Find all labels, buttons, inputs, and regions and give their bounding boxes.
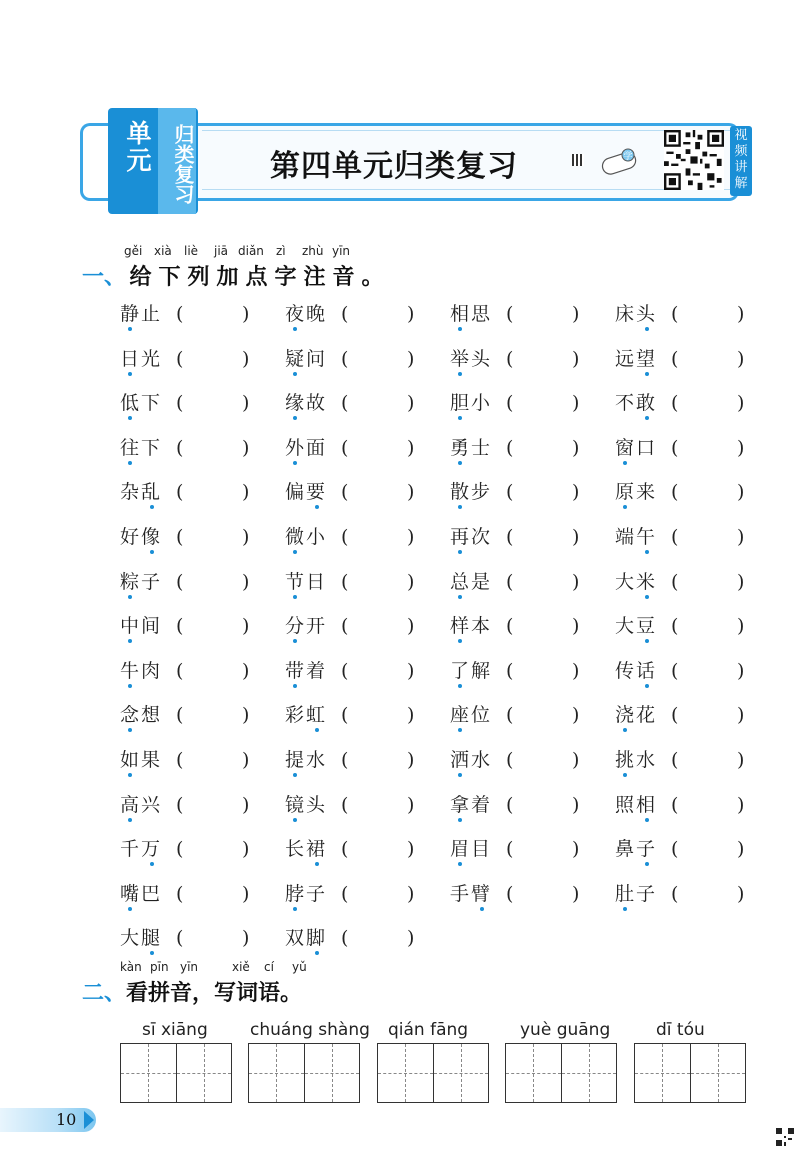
answer-paren-open: ( — [176, 392, 184, 415]
heading-char: 。 — [361, 265, 384, 290]
word-text: 分开 — [285, 615, 328, 638]
word-text: 床头 — [615, 303, 658, 325]
answer-paren-close: ) — [242, 749, 250, 771]
answer-paren-open: ( — [506, 704, 514, 727]
answer-paren-open: ( — [506, 481, 514, 504]
answer-paren-close: ) — [407, 526, 415, 548]
review-label: 归类复习 — [158, 108, 196, 214]
emphasis-dot-icon — [128, 327, 132, 331]
emphasis-dot-icon — [458, 461, 462, 465]
answer-paren-close: ) — [242, 659, 250, 682]
pinyin-syllable: yīn — [180, 960, 199, 974]
answer-paren-open: ( — [506, 615, 514, 638]
answer-paren-close: ) — [737, 436, 745, 459]
answer-paren-close: ) — [242, 526, 250, 548]
emphasis-dot-icon — [458, 505, 462, 509]
answer-paren-close: ) — [572, 659, 580, 682]
answer-paren-close: ) — [737, 347, 745, 370]
chevron-right-icon — [84, 1111, 94, 1129]
emphasis-dot-icon — [150, 951, 154, 955]
word-text: 大腿 — [120, 927, 163, 950]
emphasis-dot-icon — [645, 684, 649, 688]
answer-paren-close: ) — [407, 882, 415, 905]
writing-box[interactable] — [248, 1043, 360, 1103]
answer-paren-open: ( — [671, 793, 679, 816]
word-text: 远望 — [615, 347, 658, 370]
word-text: 低下 — [120, 392, 163, 415]
answer-paren-open: ( — [671, 749, 679, 771]
answer-paren-open: ( — [176, 570, 184, 593]
word-text: 窗口 — [615, 436, 658, 459]
answer-paren-close: ) — [572, 882, 580, 905]
word-text: 镜头 — [285, 793, 328, 816]
answer-paren-open: ( — [341, 882, 349, 905]
word-text: 勇士 — [450, 436, 493, 459]
answer-paren-close: ) — [572, 704, 580, 727]
answer-paren-close: ) — [407, 659, 415, 682]
answer-paren-open: ( — [341, 347, 349, 370]
answer-paren-close: ) — [407, 436, 415, 459]
answer-paren-open: ( — [671, 481, 679, 504]
answer-paren-close: ) — [242, 838, 250, 861]
emphasis-dot-icon — [315, 862, 319, 866]
pinyin-syllable: jiā — [214, 244, 229, 258]
answer-paren-open: ( — [176, 526, 184, 548]
word-text: 样本 — [450, 615, 493, 638]
video-explain-label[interactable]: 视频讲解 — [730, 126, 752, 196]
writing-box[interactable] — [120, 1043, 232, 1103]
emphasis-dot-icon — [623, 728, 627, 732]
answer-paren-close: ) — [242, 615, 250, 638]
answer-paren-open: ( — [506, 436, 514, 459]
emphasis-dot-icon — [293, 639, 297, 643]
answer-paren-close: ) — [242, 436, 250, 459]
pinyin-syllable: xiě — [232, 960, 250, 974]
page-number-band — [0, 1108, 96, 1132]
emphasis-dot-icon — [293, 461, 297, 465]
emphasis-dot-icon — [645, 416, 649, 420]
word-text: 彩虹 — [285, 704, 328, 727]
answer-paren-open: ( — [176, 347, 184, 370]
emphasis-dot-icon — [128, 728, 132, 732]
word-text: 往下 — [120, 436, 163, 459]
word-text: 微小 — [285, 526, 328, 548]
answer-paren-close: ) — [737, 303, 745, 325]
heading-char: 列 — [187, 265, 210, 290]
pinyin-syllable: kàn — [120, 960, 142, 974]
answer-paren-close: ) — [737, 570, 745, 593]
emphasis-dot-icon — [623, 461, 627, 465]
answer-paren-close: ) — [242, 570, 250, 593]
answer-paren-open: ( — [341, 793, 349, 816]
word-text: 挑水 — [615, 749, 658, 771]
answer-paren-open: ( — [506, 526, 514, 548]
pinyin-syllable: diǎn — [238, 244, 264, 258]
section2-number: 二、 — [82, 981, 127, 1006]
answer-paren-close: ) — [407, 704, 415, 727]
emphasis-dot-icon — [293, 372, 297, 376]
emphasis-dot-icon — [128, 773, 132, 777]
answer-paren-close: ) — [242, 704, 250, 727]
emphasis-dot-icon — [128, 684, 132, 688]
emphasis-dot-icon — [128, 818, 132, 822]
answer-paren-close: ) — [737, 704, 745, 727]
answer-paren-close: ) — [572, 749, 580, 771]
answer-paren-close: ) — [242, 303, 250, 325]
answer-paren-open: ( — [671, 838, 679, 861]
answer-paren-close: ) — [572, 303, 580, 325]
word-text: 粽子 — [120, 570, 163, 593]
answer-paren-open: ( — [176, 882, 184, 905]
word-text: 端午 — [615, 526, 658, 548]
pinyin-syllable: liè — [184, 244, 199, 258]
answer-paren-close: ) — [407, 303, 415, 325]
corner-qr-icon — [776, 1128, 794, 1146]
emphasis-dot-icon — [458, 818, 462, 822]
word-text: 总是 — [450, 570, 493, 593]
answer-paren-open: ( — [341, 927, 349, 950]
answer-paren-open: ( — [671, 526, 679, 548]
answer-paren-close: ) — [737, 615, 745, 638]
word-text: 大米 — [615, 570, 658, 593]
writing-box[interactable] — [377, 1043, 489, 1103]
answer-paren-open: ( — [671, 347, 679, 370]
word-text: 大豆 — [615, 615, 658, 638]
emphasis-dot-icon — [623, 907, 627, 911]
word-text: 照相 — [615, 793, 658, 816]
answer-paren-close: ) — [737, 481, 745, 504]
answer-paren-close: ) — [242, 481, 250, 504]
answer-paren-open: ( — [671, 659, 679, 682]
emphasis-dot-icon — [458, 416, 462, 420]
answer-paren-open: ( — [506, 659, 514, 682]
section2-heading — [82, 976, 302, 1007]
answer-paren-open: ( — [671, 436, 679, 459]
answer-paren-close: ) — [407, 793, 415, 816]
word-text: 胆小 — [450, 392, 493, 415]
section2-pinyin — [120, 960, 340, 976]
answer-paren-open: ( — [176, 749, 184, 771]
answer-paren-open: ( — [341, 526, 349, 548]
small-qr-icon — [572, 154, 584, 166]
answer-paren-close: ) — [407, 481, 415, 504]
word-text: 日光 — [120, 347, 163, 370]
emphasis-dot-icon — [128, 639, 132, 643]
word-text: 传话 — [615, 659, 658, 682]
answer-paren-close: ) — [242, 392, 250, 415]
emphasis-dot-icon — [645, 550, 649, 554]
emphasis-dot-icon — [645, 862, 649, 866]
answer-paren-open: ( — [341, 570, 349, 593]
emphasis-dot-icon — [128, 461, 132, 465]
pinyin-syllable: zì — [276, 244, 286, 258]
word-text: 杂乱 — [120, 481, 163, 504]
section1-heading — [82, 260, 387, 291]
answer-paren-open: ( — [506, 749, 514, 771]
answer-paren-close: ) — [572, 838, 580, 861]
emphasis-dot-icon — [293, 327, 297, 331]
word-text: 牛肉 — [120, 659, 163, 682]
answer-paren-close: ) — [572, 392, 580, 415]
answer-paren-close: ) — [242, 927, 250, 950]
box-pinyin-label: yuè guāng — [520, 1020, 611, 1040]
word-text: 中间 — [120, 615, 163, 638]
emphasis-dot-icon — [458, 595, 462, 599]
answer-paren-open: ( — [341, 749, 349, 771]
word-text: 带着 — [285, 659, 328, 682]
answer-paren-open: ( — [671, 882, 679, 905]
answer-paren-open: ( — [506, 347, 514, 370]
answer-paren-close: ) — [242, 882, 250, 905]
emphasis-dot-icon — [458, 639, 462, 643]
emphasis-dot-icon — [315, 728, 319, 732]
section1-pinyin — [120, 244, 420, 260]
emphasis-dot-icon — [645, 372, 649, 376]
emphasis-dot-icon — [293, 416, 297, 420]
answer-paren-close: ) — [572, 526, 580, 548]
answer-paren-close: ) — [737, 749, 745, 771]
word-text: 座位 — [450, 704, 493, 727]
pinyin-syllable: yǔ — [292, 960, 307, 974]
emphasis-dot-icon — [645, 327, 649, 331]
emphasis-dot-icon — [150, 862, 154, 866]
word-text: 举头 — [450, 347, 493, 370]
word-text: 鼻子 — [615, 838, 658, 861]
answer-paren-close: ) — [737, 882, 745, 905]
qr-code-icon[interactable] — [664, 130, 724, 190]
heading-char: 点 — [245, 265, 268, 290]
emphasis-dot-icon — [645, 595, 649, 599]
word-text: 洒水 — [450, 749, 493, 771]
word-text: 疑问 — [285, 347, 328, 370]
answer-paren-open: ( — [341, 838, 349, 861]
answer-paren-open: ( — [671, 570, 679, 593]
emphasis-dot-icon — [645, 818, 649, 822]
answer-paren-open: ( — [176, 436, 184, 459]
emphasis-dot-icon — [458, 728, 462, 732]
answer-paren-close: ) — [737, 793, 745, 816]
section2-text: 看拼音，写词语。 — [126, 981, 303, 1006]
emphasis-dot-icon — [128, 416, 132, 420]
emphasis-dot-icon — [458, 550, 462, 554]
answer-paren-open: ( — [176, 927, 184, 950]
box-pinyin-label: sī xiāng — [142, 1020, 208, 1040]
emphasis-dot-icon — [458, 684, 462, 688]
answer-paren-close: ) — [407, 749, 415, 771]
answer-paren-open: ( — [341, 436, 349, 459]
word-text: 脖子 — [285, 882, 328, 905]
answer-paren-close: ) — [572, 481, 580, 504]
word-text: 拿着 — [450, 793, 493, 816]
answer-paren-close: ) — [407, 615, 415, 638]
word-text: 浇花 — [615, 704, 658, 727]
answer-paren-close: ) — [572, 793, 580, 816]
word-text: 静止 — [120, 303, 163, 325]
answer-paren-open: ( — [341, 615, 349, 638]
emphasis-dot-icon — [150, 550, 154, 554]
answer-paren-open: ( — [341, 303, 349, 325]
heading-char: 注 — [303, 265, 326, 290]
answer-paren-open: ( — [341, 392, 349, 415]
emphasis-dot-icon — [293, 550, 297, 554]
answer-paren-close: ) — [737, 659, 745, 682]
scroll-icon — [598, 143, 642, 181]
emphasis-dot-icon — [315, 505, 319, 509]
pinyin-syllable: cí — [264, 960, 274, 974]
word-text: 如果 — [120, 749, 163, 771]
box-pinyin-label: chuáng shàng — [250, 1020, 370, 1040]
box-pinyin-label: qián fāng — [388, 1020, 469, 1040]
word-text: 散步 — [450, 481, 493, 504]
pinyin-syllable: pīn — [150, 960, 169, 974]
answer-paren-open: ( — [671, 303, 679, 325]
heading-char: 字 — [274, 265, 297, 290]
answer-paren-close: ) — [737, 526, 745, 548]
word-text: 手臂 — [450, 882, 493, 905]
word-text: 缘故 — [285, 392, 328, 415]
word-text: 节日 — [285, 570, 328, 593]
emphasis-dot-icon — [458, 372, 462, 376]
emphasis-dot-icon — [128, 595, 132, 599]
writing-box[interactable] — [505, 1043, 617, 1103]
word-text: 了解 — [450, 659, 493, 682]
answer-paren-close: ) — [572, 570, 580, 593]
word-text: 再次 — [450, 526, 493, 548]
emphasis-dot-icon — [315, 951, 319, 955]
answer-paren-close: ) — [242, 793, 250, 816]
answer-paren-close: ) — [572, 615, 580, 638]
word-text: 相思 — [450, 303, 493, 325]
pinyin-syllable: xià — [154, 244, 172, 258]
answer-paren-close: ) — [572, 347, 580, 370]
answer-paren-close: ) — [407, 838, 415, 861]
page-title: 第四单元归类复习 — [270, 149, 518, 184]
emphasis-dot-icon — [458, 773, 462, 777]
answer-paren-close: ) — [572, 436, 580, 459]
emphasis-dot-icon — [623, 773, 627, 777]
answer-paren-open: ( — [506, 570, 514, 593]
answer-paren-open: ( — [176, 793, 184, 816]
answer-paren-close: ) — [407, 570, 415, 593]
answer-paren-open: ( — [176, 481, 184, 504]
word-text: 眉目 — [450, 838, 493, 861]
section1-number: 一、 — [82, 265, 127, 290]
banner-left-frame — [80, 123, 111, 201]
answer-paren-open: ( — [341, 659, 349, 682]
answer-paren-open: ( — [506, 838, 514, 861]
answer-paren-open: ( — [506, 793, 514, 816]
word-text: 原来 — [615, 481, 658, 504]
word-text: 双脚 — [285, 927, 328, 950]
heading-char: 下 — [158, 265, 181, 290]
word-text: 夜晚 — [285, 303, 328, 325]
scroll-icon-text: 学 — [623, 152, 633, 162]
heading-char: 给 — [129, 265, 152, 290]
answer-paren-open: ( — [506, 303, 514, 325]
heading-char: 音 — [332, 265, 355, 290]
answer-paren-close: ) — [407, 927, 415, 950]
word-text: 千万 — [120, 838, 163, 861]
emphasis-dot-icon — [293, 907, 297, 911]
answer-paren-open: ( — [176, 838, 184, 861]
word-text: 肚子 — [615, 882, 658, 905]
word-text: 偏要 — [285, 481, 328, 504]
emphasis-dot-icon — [128, 907, 132, 911]
emphasis-dot-icon — [128, 372, 132, 376]
answer-paren-close: ) — [407, 392, 415, 415]
answer-paren-open: ( — [671, 615, 679, 638]
page-number: 10 — [56, 1110, 77, 1129]
emphasis-dot-icon — [645, 639, 649, 643]
word-text: 外面 — [285, 436, 328, 459]
answer-paren-open: ( — [671, 392, 679, 415]
word-text: 提水 — [285, 749, 328, 771]
emphasis-dot-icon — [150, 505, 154, 509]
answer-paren-close: ) — [737, 392, 745, 415]
emphasis-dot-icon — [293, 773, 297, 777]
word-text: 长裙 — [285, 838, 328, 861]
emphasis-dot-icon — [480, 907, 484, 911]
word-text: 不敢 — [615, 392, 658, 415]
pinyin-syllable: yīn — [332, 244, 351, 258]
emphasis-dot-icon — [458, 862, 462, 866]
emphasis-dot-icon — [293, 818, 297, 822]
answer-paren-open: ( — [671, 704, 679, 727]
pinyin-syllable: gěi — [124, 244, 143, 258]
word-text: 好像 — [120, 526, 163, 548]
answer-paren-open: ( — [176, 704, 184, 727]
word-text: 念想 — [120, 704, 163, 727]
answer-paren-open: ( — [506, 392, 514, 415]
answer-paren-close: ) — [407, 347, 415, 370]
answer-paren-open: ( — [176, 659, 184, 682]
unit-label: 单元 — [123, 120, 152, 174]
emphasis-dot-icon — [458, 327, 462, 331]
writing-box[interactable] — [634, 1043, 746, 1103]
pinyin-syllable: zhù — [302, 244, 324, 258]
emphasis-dot-icon — [623, 505, 627, 509]
answer-paren-open: ( — [506, 882, 514, 905]
answer-paren-close: ) — [242, 347, 250, 370]
answer-paren-open: ( — [341, 481, 349, 504]
heading-char: 加 — [216, 265, 239, 290]
word-text: 高兴 — [120, 793, 163, 816]
emphasis-dot-icon — [293, 595, 297, 599]
answer-paren-close: ) — [737, 838, 745, 861]
answer-paren-open: ( — [341, 704, 349, 727]
box-pinyin-label: dī tóu — [656, 1020, 705, 1040]
word-text: 嘴巴 — [120, 882, 163, 905]
answer-paren-open: ( — [176, 303, 184, 325]
emphasis-dot-icon — [293, 684, 297, 688]
answer-paren-open: ( — [176, 615, 184, 638]
